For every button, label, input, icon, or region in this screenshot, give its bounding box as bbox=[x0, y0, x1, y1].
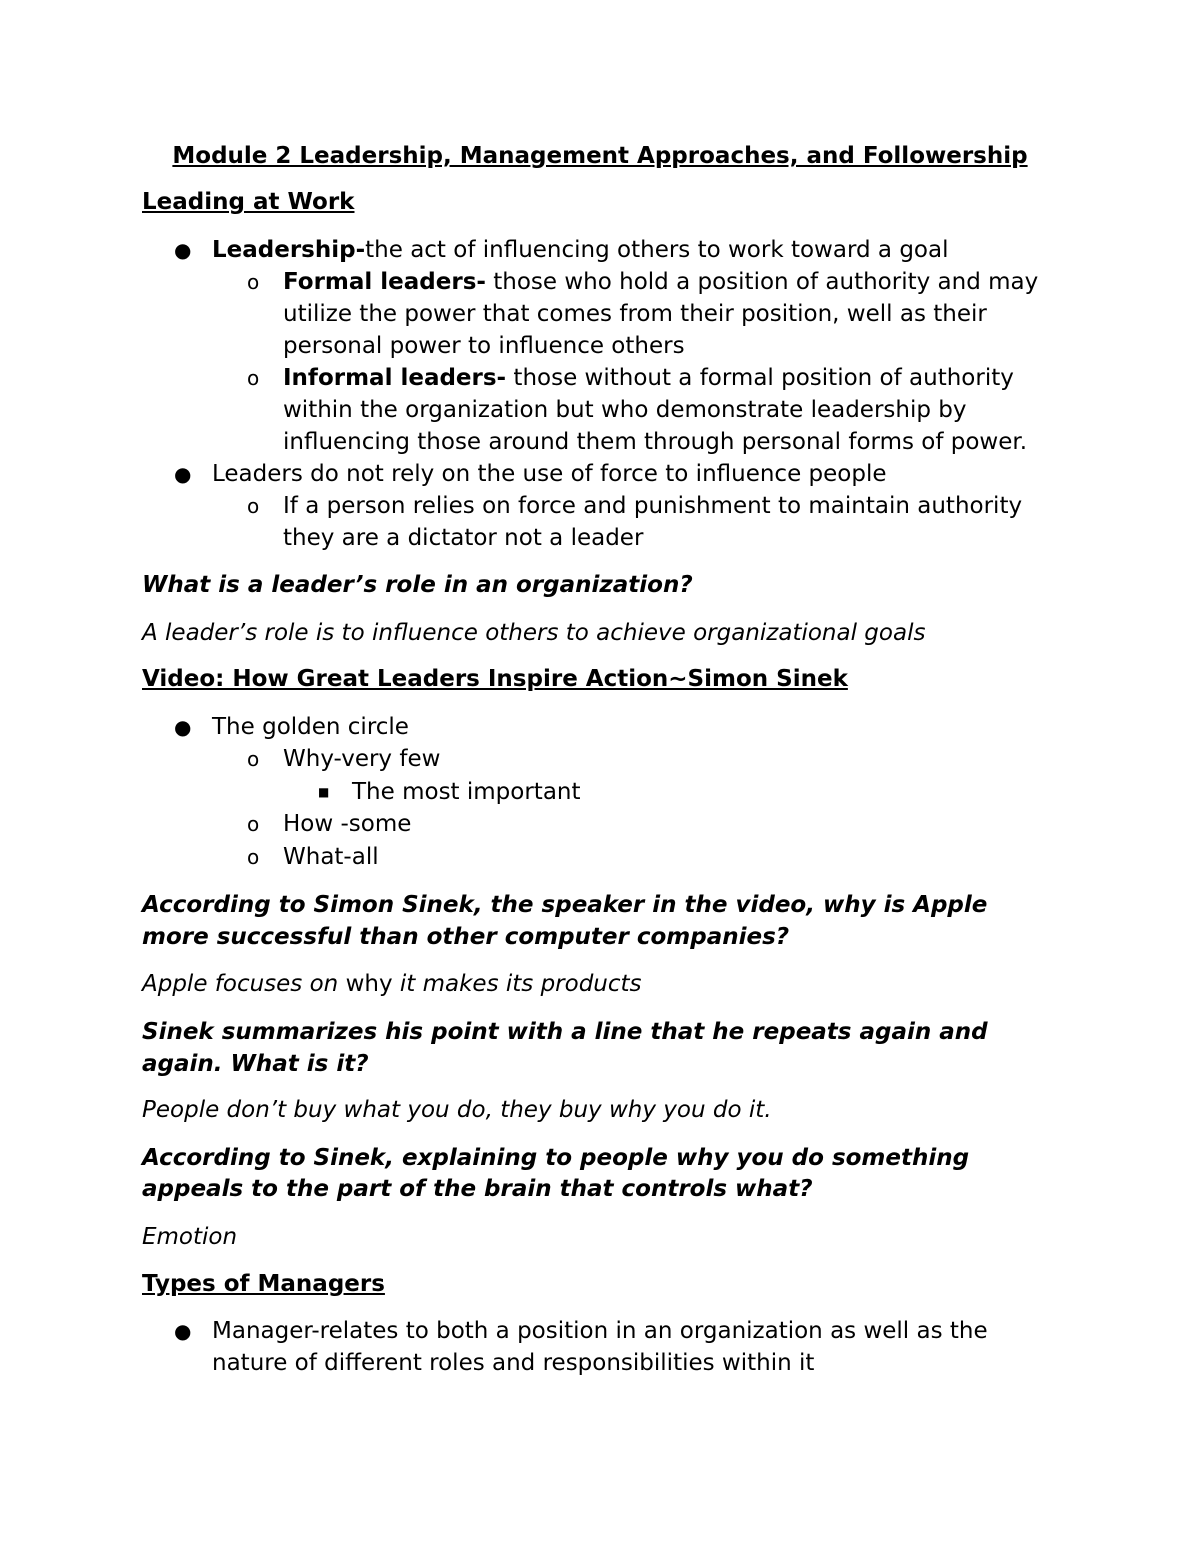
answer-repeated: People don’t buy what you do, they buy why you do it. bbox=[142, 1097, 772, 1123]
formal-leaders-line-3: personal power to influence others bbox=[283, 333, 685, 359]
heading-leading-at-work: Leading at Work bbox=[142, 189, 355, 215]
formal-leaders-term: Formal leaders- bbox=[283, 269, 486, 295]
question-brain-line-1: According to Sinek, explaining to people why you do something bbox=[142, 1145, 970, 1171]
informal-leaders-line-1: Informal leaders- those without a formal position of authority bbox=[283, 365, 1014, 391]
question-repeated-line-1: Sinek summarizes his point with a line that he repeats again and bbox=[142, 1019, 988, 1045]
what-item: What-all bbox=[283, 844, 379, 870]
square-bullet-icon: ■ bbox=[318, 785, 330, 799]
circle-bullet-icon: o bbox=[247, 270, 260, 294]
manager-definition-line-1: Manager-relates to both a position in an organization as well as the bbox=[212, 1318, 988, 1344]
question-leader-role: What is a leader’s role in an organization? bbox=[142, 572, 693, 598]
why-item: Why-very few bbox=[283, 746, 441, 772]
question-brain-line-2: appeals to the part of the brain that controls what? bbox=[142, 1176, 813, 1202]
formal-leaders-line-2: utilize the power that comes from their position, well as their bbox=[283, 301, 987, 327]
force-sub-line-2: they are a dictator not a leader bbox=[283, 525, 644, 551]
leadership-definition bbox=[212, 234, 949, 266]
question-repeated-line-2: again. What is it? bbox=[142, 1051, 369, 1077]
answer-apple-why: why bbox=[345, 971, 393, 997]
how-item: How -some bbox=[283, 811, 412, 837]
golden-circle-item: The golden circle bbox=[212, 714, 409, 740]
bullet-icon: ● bbox=[174, 238, 192, 262]
document-title: Module 2 Leadership, Management Approaches, and Followership bbox=[172, 143, 1028, 169]
manager-definition-line-2: nature of different roles and responsibilities within it bbox=[212, 1350, 815, 1376]
answer-brain: Emotion bbox=[142, 1224, 238, 1250]
leadership-def: the act of influencing others to work toward a goal bbox=[365, 237, 949, 263]
informal-leaders-line-2: within the organization but who demonstrate leadership by bbox=[283, 397, 967, 423]
informal-leaders-line-3: influencing those around them through personal forms of power. bbox=[283, 429, 1028, 455]
bullet-icon: ● bbox=[174, 715, 192, 739]
question-apple-line-2: more successful than other computer companies? bbox=[142, 924, 790, 950]
force-sub-line-1: If a person relies on force and punishment to maintain authority bbox=[283, 493, 1023, 519]
circle-bullet-icon: o bbox=[247, 494, 260, 518]
heading-video: Video: How Great Leaders Inspire Action~Simon Sinek bbox=[142, 666, 848, 692]
bullet-icon: ● bbox=[174, 1319, 192, 1343]
most-important-item: The most important bbox=[352, 779, 581, 805]
heading-types-of-managers: Types of Managers bbox=[142, 1271, 385, 1297]
circle-bullet-icon: o bbox=[247, 747, 260, 771]
circle-bullet-icon: o bbox=[247, 845, 260, 869]
bullet-icon: ● bbox=[174, 462, 192, 486]
leadership-term: Leadership- bbox=[212, 237, 366, 263]
circle-bullet-icon: o bbox=[247, 812, 260, 836]
question-apple-line-1: According to Simon Sinek, the speaker in the video, why is Apple bbox=[142, 892, 988, 918]
circle-bullet-icon: o bbox=[247, 366, 260, 390]
informal-leaders-term: Informal leaders- bbox=[283, 365, 507, 391]
force-bullet: Leaders do not rely on the use of force to influence people bbox=[212, 461, 887, 487]
formal-leaders-line-1: Formal leaders- those who hold a position of authority and may bbox=[283, 269, 1039, 295]
answer-leader-role: A leader’s role is to influence others to achieve organizational goals bbox=[142, 620, 926, 646]
answer-apple: Apple focuses on why it makes its products bbox=[142, 971, 642, 997]
